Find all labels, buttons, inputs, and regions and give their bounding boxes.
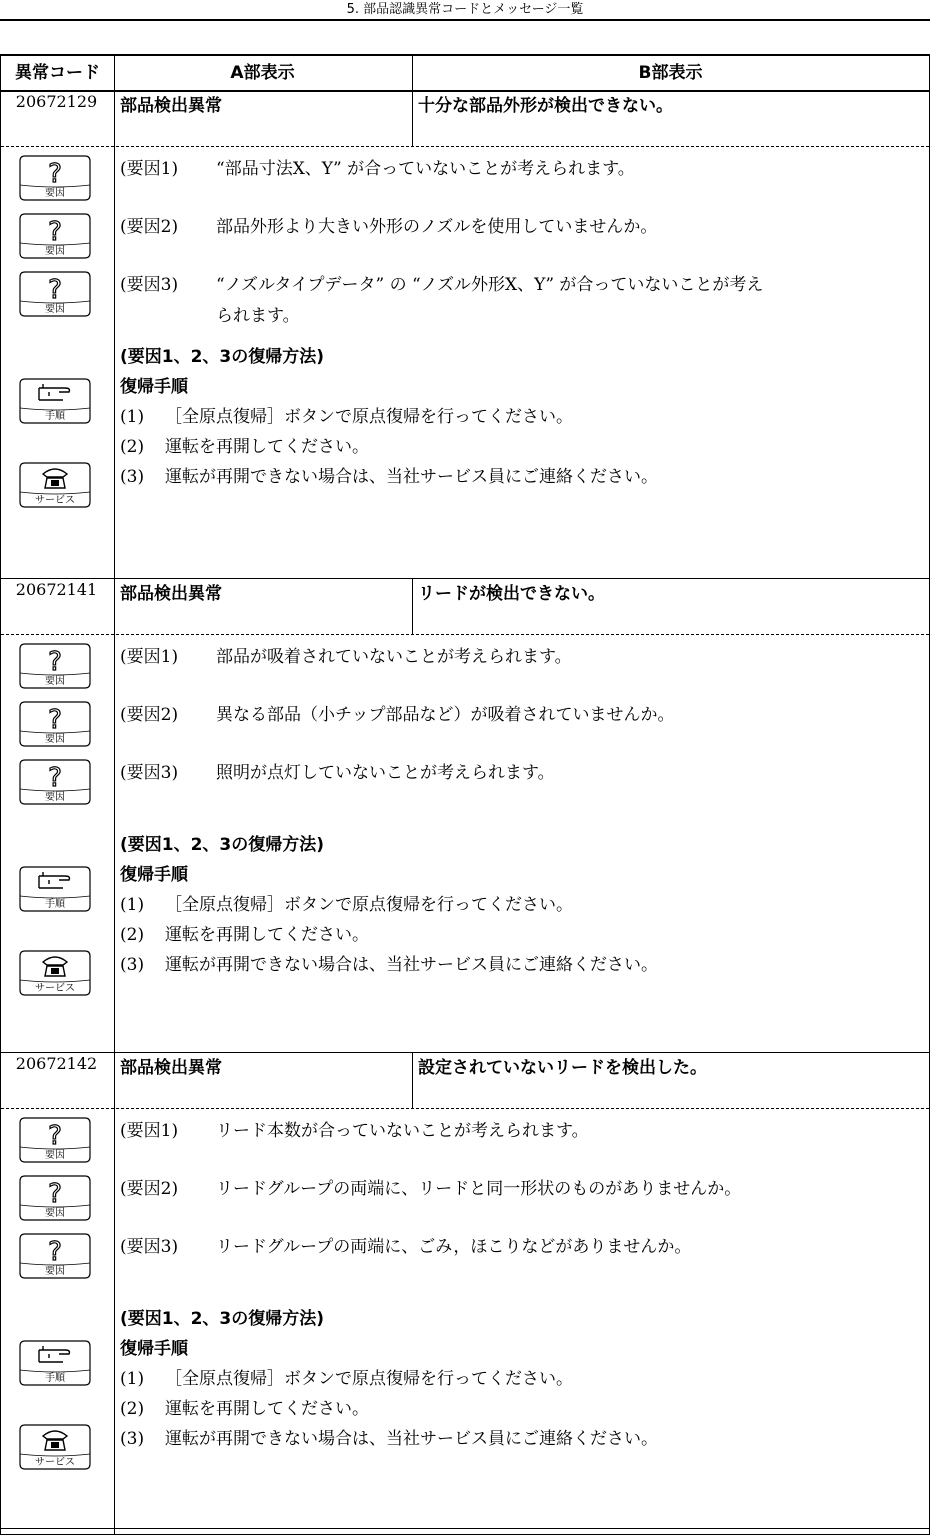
svg-text:要因: 要因: [45, 676, 65, 687]
svg-text:要因: 要因: [45, 1208, 65, 1219]
svg-text:要因: 要因: [45, 1150, 65, 1161]
service-icon: [19, 1424, 91, 1470]
entry-dashed-divider: [1, 634, 929, 635]
svg-text:手順: 手順: [45, 1373, 65, 1384]
service-icon: [19, 950, 91, 996]
svg-text:要因: 要因: [45, 304, 65, 315]
procedure-icon: [19, 378, 91, 424]
header-code: 異常コード: [15, 63, 100, 83]
step-text: 運転が再開できない場合は、当社サービス員にご連絡ください。: [165, 467, 658, 487]
procedure-step: [120, 890, 918, 920]
svg-text:要因: 要因: [45, 246, 65, 257]
cause-label: (要因2): [120, 1179, 179, 1199]
svg-text:?: ?: [48, 763, 62, 793]
step-number: (3): [120, 1429, 145, 1449]
cause-label: (要因1): [120, 647, 179, 667]
svg-text:?: ?: [48, 159, 62, 189]
cause-line: [120, 1232, 918, 1262]
step-text: 運転が再開できない場合は、当社サービス員にご連絡ください。: [165, 1429, 658, 1449]
page-title: 5. 部品認識異常コードとメッセージ一覧: [346, 2, 584, 17]
cause-label: (要因3): [120, 1237, 179, 1257]
svg-text:サービス: サービス: [35, 983, 75, 994]
error-code: 20672141: [15, 580, 98, 599]
error-code: 20672142: [15, 1054, 98, 1073]
cause-text: リード本数が合っていないことが考えられます。: [216, 1121, 589, 1141]
svg-text:?: ?: [48, 705, 62, 735]
step-number: (1): [120, 895, 145, 915]
step-number: (2): [120, 1399, 145, 1419]
title-rule: [0, 19, 930, 21]
svg-text:サービス: サービス: [35, 495, 75, 506]
svg-text:?: ?: [48, 647, 62, 677]
cause-line: [120, 1174, 918, 1204]
procedure-step: [120, 462, 918, 492]
cause-line: [120, 212, 918, 242]
svg-text:?: ?: [48, 217, 62, 247]
cause-label: (要因2): [120, 705, 179, 725]
procedure-step: [120, 920, 918, 950]
a-display-text: 部品検出異常: [120, 1058, 222, 1078]
recovery-heading: (要因1、2、3の復帰方法): [120, 1309, 325, 1329]
cause-label: (要因2): [120, 217, 179, 237]
procedure-step: [120, 432, 918, 462]
step-text: ［全原点復帰］ボタンで原点復帰を行ってください。: [165, 1369, 573, 1389]
step-text: 運転が再開できない場合は、当社サービス員にご連絡ください。: [165, 955, 658, 975]
procedure-icon: [19, 1340, 91, 1386]
cause-line: [120, 700, 918, 730]
cause-line: [120, 758, 918, 788]
b-display-text: リードが検出できない。: [418, 584, 605, 604]
header-b-display: B部表示: [638, 63, 703, 83]
cause-icon: [19, 643, 91, 689]
a-display-text: 部品検出異常: [120, 96, 222, 116]
step-number: (2): [120, 925, 145, 945]
cause-icon: [19, 213, 91, 259]
cause-text: “部品寸法X、Y” が合っていないことが考えられます。: [216, 159, 635, 179]
column-divider: [412, 90, 413, 146]
svg-text:要因: 要因: [45, 1266, 65, 1277]
svg-text:?: ?: [48, 1179, 62, 1209]
column-divider: [412, 578, 413, 634]
procedure-heading: 復帰手順: [120, 1339, 188, 1359]
cause-icon: [19, 271, 91, 317]
cause-label: (要因1): [120, 1121, 179, 1141]
column-divider: [114, 56, 115, 1534]
cause-continuation: られます。: [216, 306, 300, 326]
svg-text:要因: 要因: [45, 188, 65, 199]
svg-text:要因: 要因: [45, 734, 65, 745]
cause-text: “ノズルタイプデータ” の “ノズル外形X、Y” が合っていないことが考え: [216, 275, 764, 295]
svg-text:?: ?: [48, 1121, 62, 1151]
entry-dashed-divider: [1, 1108, 929, 1109]
cause-line: [120, 1116, 918, 1146]
service-icon: [19, 462, 91, 508]
procedure-heading: 復帰手順: [120, 865, 188, 885]
cause-line: [120, 270, 918, 300]
cause-icon: [19, 759, 91, 805]
procedure-heading: 復帰手順: [120, 377, 188, 397]
cause-icon: [19, 155, 91, 201]
svg-text:?: ?: [48, 275, 62, 305]
procedure-step: [120, 1394, 918, 1424]
procedure-step: [120, 950, 918, 980]
svg-text:?: ?: [48, 1237, 62, 1267]
table-header: [1, 56, 929, 92]
cause-icon: [19, 1233, 91, 1279]
step-text: 運転を再開してください。: [165, 925, 369, 945]
header-a-display: A部表示: [230, 63, 295, 83]
cause-icon: [19, 1175, 91, 1221]
svg-text:サービス: サービス: [35, 1457, 75, 1468]
cause-label: (要因1): [120, 159, 179, 179]
entry-dashed-divider: [1, 146, 929, 147]
table-bottom-rule: [1, 1528, 929, 1529]
step-number: (3): [120, 467, 145, 487]
svg-text:要因: 要因: [45, 792, 65, 803]
procedure-icon: [19, 866, 91, 912]
cause-icon: [19, 701, 91, 747]
step-text: ［全原点復帰］ボタンで原点復帰を行ってください。: [165, 407, 573, 427]
step-text: 運転を再開してください。: [165, 437, 369, 457]
svg-text:手順: 手順: [45, 899, 65, 910]
step-text: ［全原点復帰］ボタンで原点復帰を行ってください。: [165, 895, 573, 915]
recovery-heading: (要因1、2、3の復帰方法): [120, 347, 325, 367]
step-number: (1): [120, 1369, 145, 1389]
step-number: (3): [120, 955, 145, 975]
cause-line: [120, 642, 918, 672]
cause-text: 異なる部品（小チップ部品など）が吸着されていませんか。: [216, 705, 675, 725]
cause-icon: [19, 1117, 91, 1163]
procedure-step: [120, 1424, 918, 1454]
procedure-step: [120, 1364, 918, 1394]
column-divider: [412, 1052, 413, 1108]
step-number: (1): [120, 407, 145, 427]
cause-text: リードグループの両端に、リードと同一形状のものがありませんか。: [216, 1179, 742, 1199]
cause-text: 部品が吸着されていないことが考えられます。: [216, 647, 572, 667]
step-number: (2): [120, 437, 145, 457]
cause-label: (要因3): [120, 763, 179, 783]
cause-text: 部品外形より大きい外形のノズルを使用していませんか。: [216, 217, 658, 237]
b-display-text: 十分な部品外形が検出できない。: [418, 96, 673, 116]
error-code: 20672129: [15, 92, 98, 111]
cause-line: [120, 154, 918, 184]
a-display-text: 部品検出異常: [120, 584, 222, 604]
b-display-text: 設定されていないリードを検出した。: [418, 1058, 707, 1078]
procedure-step: [120, 402, 918, 432]
recovery-heading: (要因1、2、3の復帰方法): [120, 835, 325, 855]
column-divider: [412, 56, 413, 91]
cause-label: (要因3): [120, 275, 179, 295]
cause-text: 照明が点灯していないことが考えられます。: [216, 763, 555, 783]
svg-text:手順: 手順: [45, 411, 65, 422]
cause-text: リードグループの両端に、ごみ，ほこりなどがありませんか。: [216, 1237, 692, 1257]
step-text: 運転を再開してください。: [165, 1399, 369, 1419]
